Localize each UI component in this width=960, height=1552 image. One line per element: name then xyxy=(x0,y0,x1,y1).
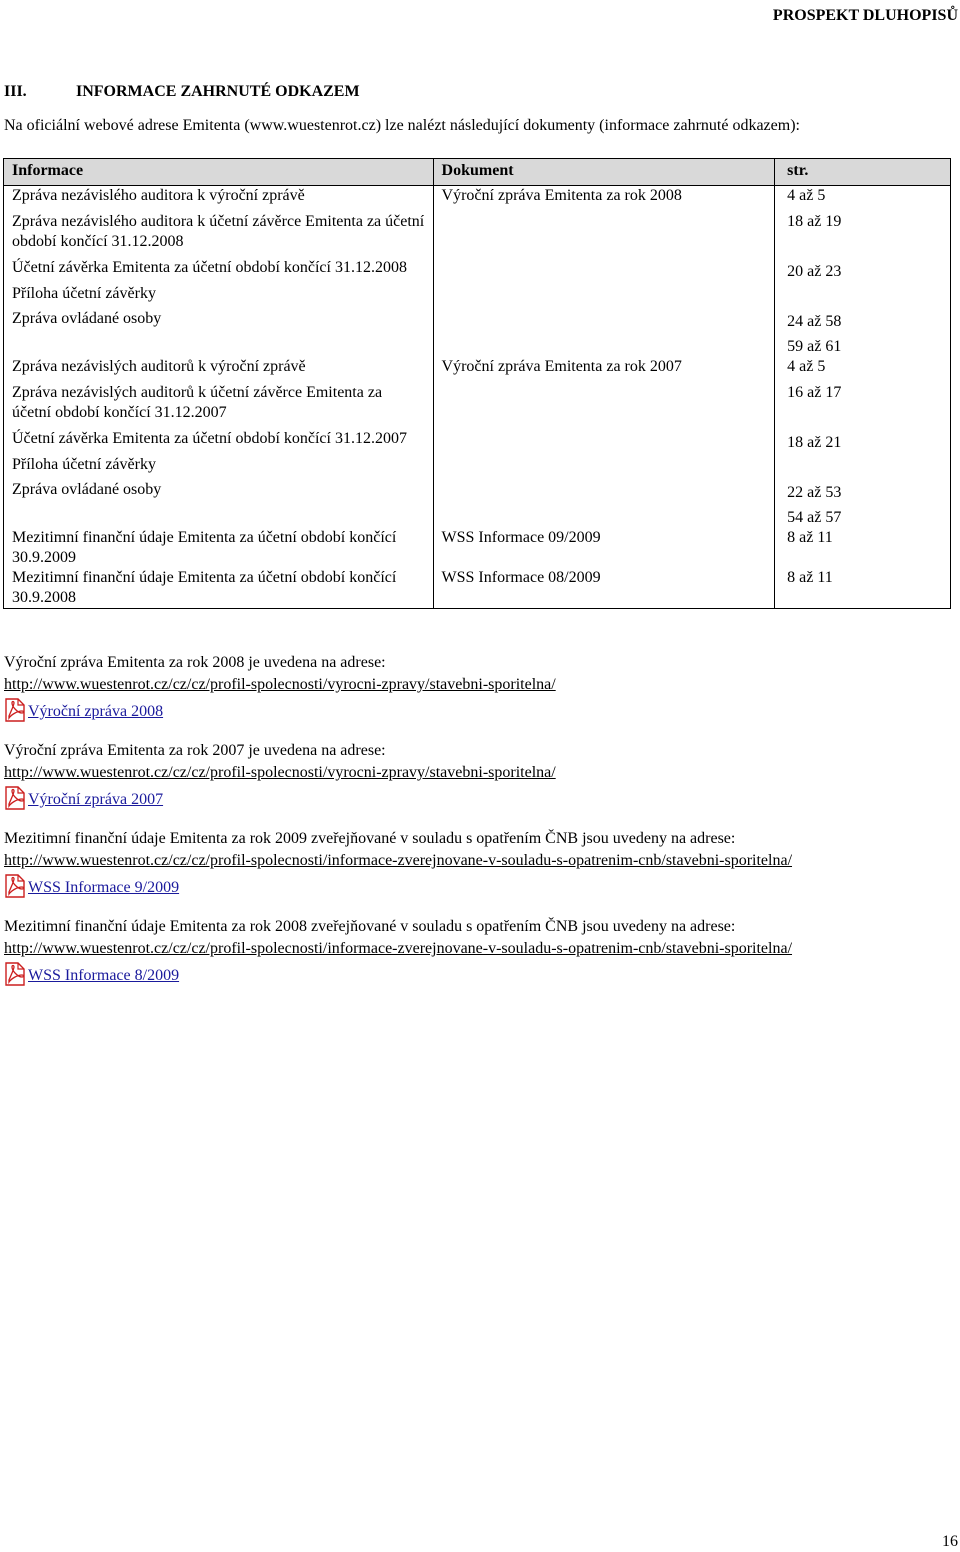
pages-cell: 54 až 57 xyxy=(787,509,842,526)
pdf-icon xyxy=(4,786,26,810)
pages-cell: 24 až 58 xyxy=(787,313,842,330)
document-cell: WSS Informace 08/2009 xyxy=(433,568,775,609)
link-block xyxy=(4,652,954,722)
link-block xyxy=(4,740,954,810)
info-cell: Zpráva nezávislých auditorů k účetní závěrce Emitenta za účetní období končící 31.12.2007 xyxy=(12,384,383,421)
link-description: Mezitimní finanční údaje Emitenta za rok 2008 zveřejňované v souladu s opatřením ČNB jsou uvedeny na adrese: xyxy=(4,918,736,935)
file-link-label[interactable]: WSS Informace 8/2009 xyxy=(28,967,180,984)
pages-cell: 4 až 5 xyxy=(787,187,826,204)
pages-cell: 22 až 53 xyxy=(787,484,842,501)
info-cell: Příloha účetní závěrky xyxy=(12,285,156,302)
intro-paragraph: Na oficiální webové adrese Emitenta (www.wuestenrot.cz) lze nalézt následující dokumenty (informace zahrnuté odkazem): xyxy=(4,117,800,134)
section-number: III. xyxy=(4,83,27,100)
file-link-label[interactable]: WSS Informace 9/2009 xyxy=(28,879,180,896)
info-cell: Účetní závěrka Emitenta za účetní období končící 31.12.2008 xyxy=(12,259,407,276)
info-cell: Příloha účetní závěrky xyxy=(12,456,156,473)
table-row xyxy=(4,528,951,568)
link-url[interactable]: http://www.wuestenrot.cz/cz/cz/profil-spolecnosti/informace-zverejnovane-v-souladu-s-opatrenim-cnb/stavebni-sporitelna/ xyxy=(4,940,793,957)
info-cell: Zpráva nezávislých auditorů k výroční zprávě xyxy=(12,358,306,375)
header-informace: Informace xyxy=(4,159,434,186)
info-cell: Zpráva nezávislého auditora k účetní závěrce Emitenta za účetní období končící 31.12.2008 xyxy=(12,213,425,250)
info-cell: Zpráva nezávislého auditora k výroční zprávě xyxy=(12,187,305,204)
table-row xyxy=(4,357,951,528)
links-section xyxy=(4,652,954,1004)
pages-cell: 18 až 19 xyxy=(787,213,842,230)
pages-cell: 8 až 11 xyxy=(775,528,951,568)
info-cell: Mezitimní finanční údaje Emitenta za účetní období končící 30.9.2008 xyxy=(4,568,434,609)
file-link[interactable] xyxy=(4,872,954,898)
pages-cell: 8 až 11 xyxy=(775,568,951,609)
table-row xyxy=(4,186,951,358)
section-title: INFORMACE ZAHRNUTÉ ODKAZEM xyxy=(76,83,360,100)
link-description: Výroční zpráva Emitenta za rok 2007 je uvedena na adrese: xyxy=(4,742,386,759)
document-cell: Výroční zpráva Emitenta za rok 2007 xyxy=(433,357,775,528)
pages-cell: 16 až 17 xyxy=(787,384,842,401)
pdf-icon xyxy=(4,698,26,722)
file-link[interactable] xyxy=(4,696,954,722)
pdf-icon xyxy=(4,962,26,986)
pages-cell: 20 až 23 xyxy=(787,263,842,280)
file-link-label[interactable]: Výroční zpráva 2008 xyxy=(28,703,164,720)
file-link[interactable] xyxy=(4,960,954,986)
table-header-row xyxy=(4,159,951,186)
link-description: Mezitimní finanční údaje Emitenta za rok 2009 zveřejňované v souladu s opatřením ČNB jsou uvedeny na adrese: xyxy=(4,830,736,847)
link-block xyxy=(4,828,954,898)
info-cell: Účetní závěrka Emitenta za účetní období končící 31.12.2007 xyxy=(12,430,407,447)
document-cell: Výroční zpráva Emitenta za rok 2008 xyxy=(433,186,775,358)
header-dokument: Dokument xyxy=(433,159,775,186)
info-cell: Mezitimní finanční údaje Emitenta za účetní období končící 30.9.2009 xyxy=(4,528,434,568)
link-url[interactable]: http://www.wuestenrot.cz/cz/cz/profil-spolecnosti/vyrocni-zpravy/stavebni-sporitelna/ xyxy=(4,764,556,781)
page-header-title: PROSPEKT DLUHOPISŮ xyxy=(772,7,958,24)
document-cell: WSS Informace 09/2009 xyxy=(433,528,775,568)
info-cell: Zpráva ovládané osoby xyxy=(12,481,162,498)
file-link[interactable] xyxy=(4,784,954,810)
info-cell: Zpráva ovládané osoby xyxy=(12,310,162,327)
page-number: 16 xyxy=(942,1533,958,1550)
link-url[interactable]: http://www.wuestenrot.cz/cz/cz/profil-spolecnosti/vyrocni-zpravy/stavebni-sporitelna/ xyxy=(4,676,556,693)
documents-table xyxy=(3,158,951,609)
file-link-label[interactable]: Výroční zpráva 2007 xyxy=(28,791,164,808)
table-row xyxy=(4,568,951,609)
pdf-icon xyxy=(4,874,26,898)
pages-cell: 4 až 5 xyxy=(787,358,826,375)
section-heading xyxy=(4,82,360,102)
header-str: str. xyxy=(775,159,951,186)
pages-cell: 18 až 21 xyxy=(787,434,842,451)
link-block xyxy=(4,916,954,986)
link-url[interactable]: http://www.wuestenrot.cz/cz/cz/profil-spolecnosti/informace-zverejnovane-v-souladu-s-opatrenim-cnb/stavebni-sporitelna/ xyxy=(4,852,793,869)
link-description: Výroční zpráva Emitenta za rok 2008 je uvedena na adrese: xyxy=(4,654,386,671)
pages-cell: 59 až 61 xyxy=(787,338,842,355)
